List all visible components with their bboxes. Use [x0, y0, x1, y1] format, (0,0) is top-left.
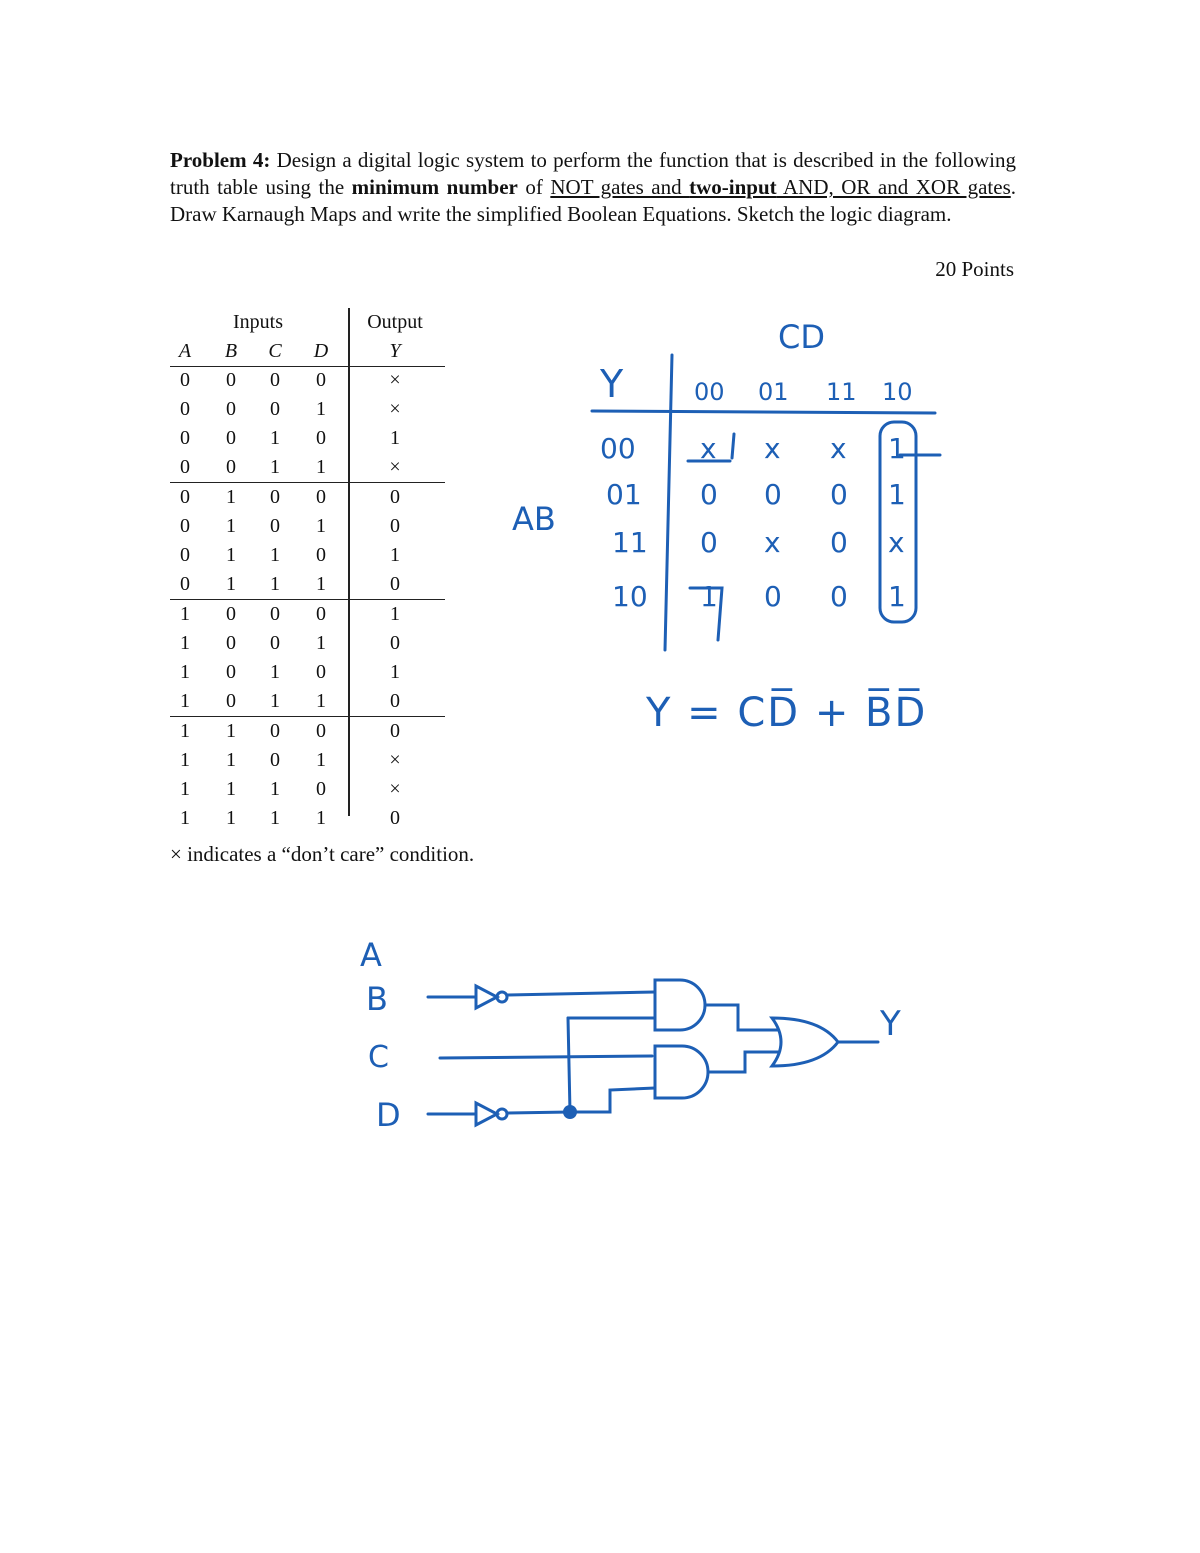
output-cell: ×	[389, 778, 401, 800]
diagram-input-a: A	[360, 936, 382, 974]
input-cell: 1	[270, 544, 280, 566]
kmap-cell: 1	[888, 478, 906, 511]
wire-dnot-up	[568, 1018, 570, 1112]
input-cell: 0	[316, 544, 326, 566]
input-cell: 1	[226, 486, 236, 508]
output-cell: ×	[389, 749, 401, 771]
input-cell: 1	[226, 515, 236, 537]
kmap-col-00: 00	[694, 378, 725, 406]
input-cell: 1	[180, 720, 190, 742]
input-cell: 1	[180, 778, 190, 800]
input-cell: 0	[226, 456, 236, 478]
input-cell: 0	[180, 456, 190, 478]
boolean-equation: Y = CD̅ + B̅D̅	[646, 690, 928, 736]
kmap-cell: 1	[888, 580, 906, 613]
input-cell: 0	[226, 603, 236, 625]
input-cell: 0	[226, 398, 236, 420]
input-cell: 1	[316, 749, 326, 771]
output-cell: 1	[390, 603, 400, 625]
kmap-cell: 0	[764, 478, 782, 511]
input-cell: 1	[270, 427, 280, 449]
input-cell: 0	[226, 661, 236, 683]
diagram-input-c: C	[368, 1040, 389, 1075]
col-d: D	[313, 340, 329, 362]
col-b: B	[224, 340, 238, 362]
kmap-corner-mark	[732, 434, 734, 458]
input-cell: 0	[316, 720, 326, 742]
kmap-cell: 0	[700, 478, 718, 511]
and-gate-1	[655, 980, 705, 1030]
input-cell: 0	[226, 632, 236, 654]
output-cell: 0	[390, 486, 400, 508]
kmap-col-01: 01	[758, 378, 789, 406]
input-cell: 1	[226, 778, 236, 800]
or-gate	[772, 1018, 838, 1066]
problem-text-3: . Draw Karnaugh Maps and write the simplified Boolean Equations. Sketch the logic diagram.	[170, 175, 1016, 226]
output-cell: ×	[389, 456, 401, 478]
wire-and2-to-or	[708, 1052, 778, 1072]
output-cell: 0	[390, 690, 400, 712]
problem-underline-gates: AND, OR and XOR gates	[776, 175, 1011, 199]
input-cell: 0	[180, 486, 190, 508]
input-cell: 0	[180, 544, 190, 566]
wire-and1-to-or	[705, 1005, 778, 1030]
input-cell: 1	[316, 632, 326, 654]
input-cell: 0	[270, 749, 280, 771]
kmap-cell: 0	[830, 526, 848, 559]
output-cell: 0	[390, 720, 400, 742]
kmap-cell: 0	[764, 580, 782, 613]
kmap-col-11: 11	[826, 378, 857, 406]
input-cell: 1	[270, 778, 280, 800]
input-cell: 0	[270, 486, 280, 508]
input-cell: 1	[316, 456, 326, 478]
col-y: Y	[389, 340, 401, 362]
kmap-cell: x	[764, 526, 781, 559]
problem-text-1: Design a digital logic system to perform the function that is described in the following truth table using the	[170, 148, 1017, 199]
input-cell: 1	[180, 632, 190, 654]
kmap-cell: x	[888, 526, 905, 559]
input-cell: 1	[180, 749, 190, 771]
input-cell: 1	[226, 573, 236, 595]
kmap-row-01: 01	[606, 478, 642, 511]
output-cell: ×	[389, 369, 401, 391]
kmap-vertical-axis	[665, 355, 672, 650]
input-cell: 0	[180, 427, 190, 449]
kmap-row-10: 10	[612, 580, 648, 613]
wire-dnot	[507, 1112, 570, 1113]
col-c: C	[268, 340, 282, 362]
input-cell: 1	[270, 661, 280, 683]
kmap-cell: x	[700, 432, 717, 465]
input-cell: 1	[270, 456, 280, 478]
problem-bold-min: minimum number	[351, 175, 518, 199]
wire-dnot-to-and2	[570, 1088, 655, 1112]
input-cell: 0	[270, 720, 280, 742]
output-cell: 0	[390, 515, 400, 537]
input-cell: 1	[226, 807, 236, 829]
input-cell: 0	[180, 573, 190, 595]
kmap-cell: x	[830, 432, 847, 465]
input-cell: 1	[226, 720, 236, 742]
input-cell: 0	[226, 369, 236, 391]
diagram-output-y: Y	[880, 1004, 901, 1044]
input-cell: 1	[316, 398, 326, 420]
and-gate-2	[655, 1046, 708, 1098]
input-cell: 1	[180, 603, 190, 625]
input-cell: 0	[270, 515, 280, 537]
input-cell: 1	[226, 749, 236, 771]
input-cell: 0	[270, 369, 280, 391]
input-cell: 0	[270, 632, 280, 654]
output-cell: 1	[390, 544, 400, 566]
kmap-row-00: 00	[600, 432, 636, 465]
problem-underline-not: NOT gates and	[550, 175, 690, 199]
input-cell: 1	[226, 544, 236, 566]
kmap-cell: 0	[830, 478, 848, 511]
input-cell: 0	[316, 661, 326, 683]
input-cell: 0	[180, 369, 190, 391]
kmap-cell: 0	[830, 580, 848, 613]
wire-bnot	[507, 992, 655, 995]
input-cell: 0	[316, 369, 326, 391]
wire-c	[440, 1056, 652, 1058]
output-cell: 1	[390, 427, 400, 449]
input-cell: 0	[316, 603, 326, 625]
output-cell: 0	[390, 573, 400, 595]
output-cell: 0	[390, 807, 400, 829]
input-cell: 0	[226, 690, 236, 712]
problem-bold-two-input: two-input	[689, 175, 777, 199]
kmap-row-var: AB	[512, 500, 556, 538]
output-cell: 1	[390, 661, 400, 683]
points-label: 20 Points	[935, 257, 1014, 281]
input-cell: 1	[316, 515, 326, 537]
kmap-cell: 0	[700, 526, 718, 559]
input-cell: 1	[180, 807, 190, 829]
dont-care-note: × indicates a “don’t care” condition.	[170, 842, 475, 866]
input-cell: 0	[226, 427, 236, 449]
diagram-input-d: D	[376, 1096, 401, 1134]
input-cell: 1	[180, 690, 190, 712]
output-cell: ×	[389, 398, 401, 420]
not-gate-b	[476, 986, 497, 1008]
input-cell: 0	[316, 427, 326, 449]
kmap-cell: x	[764, 432, 781, 465]
kmap-col-10: 10	[882, 378, 913, 406]
col-a: A	[178, 340, 192, 362]
kmap-output-label: Y	[600, 362, 624, 406]
output-cell: 0	[390, 632, 400, 654]
inputs-header: Inputs	[233, 311, 283, 333]
input-cell: 0	[180, 515, 190, 537]
output-header: Output	[367, 311, 423, 333]
kmap-col-var: CD	[778, 318, 825, 356]
input-cell: 1	[316, 573, 326, 595]
diagram-input-b: B	[366, 980, 388, 1018]
junction-dot	[563, 1105, 577, 1119]
kmap-horizontal-axis	[592, 411, 935, 413]
input-cell: 0	[316, 778, 326, 800]
input-cell: 1	[316, 690, 326, 712]
input-cell: 0	[180, 398, 190, 420]
input-cell: 1	[270, 807, 280, 829]
input-cell: 1	[316, 807, 326, 829]
not-gate-d-bubble	[497, 1109, 507, 1119]
input-cell: 1	[270, 690, 280, 712]
kmap-cell: 1	[888, 432, 906, 465]
problem-text-2: of	[517, 175, 551, 199]
input-cell: 0	[270, 398, 280, 420]
not-gate-b-bubble	[497, 992, 507, 1002]
input-cell: 1	[180, 661, 190, 683]
kmap-cell: 1	[700, 580, 718, 613]
input-cell: 0	[316, 486, 326, 508]
kmap-row-11: 11	[612, 526, 648, 559]
input-cell: 0	[270, 603, 280, 625]
not-gate-d	[476, 1103, 497, 1125]
input-cell: 1	[270, 573, 280, 595]
problem-label: Problem 4:	[170, 148, 271, 172]
